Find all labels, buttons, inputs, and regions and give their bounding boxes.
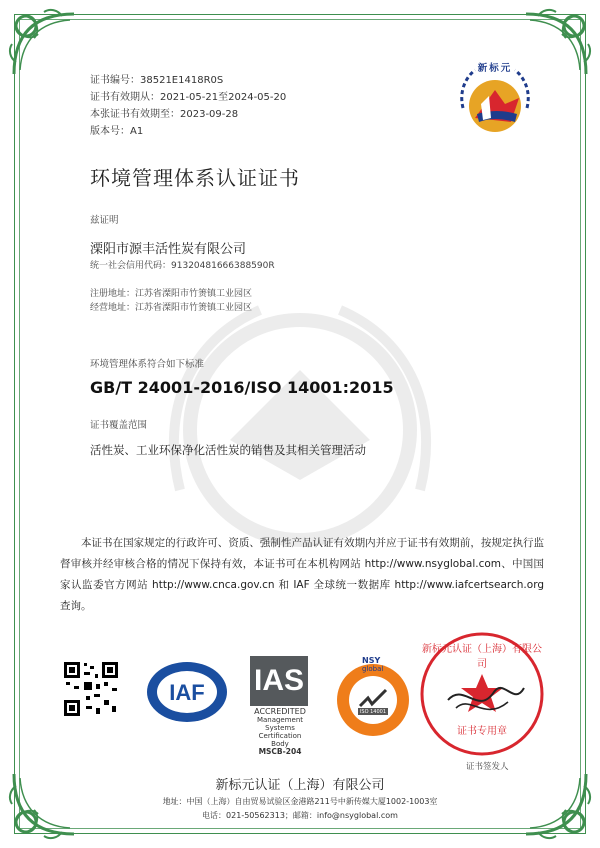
iaf-logo: [146, 660, 228, 724]
ias-line2: Certification Body: [258, 732, 302, 748]
version-row: [90, 123, 286, 140]
validity-note: 本证书在国家规定的行政许可、资质、强制性产品认证有效期内并应于证书有效期前，按规定执行监督审核并经审核合格的情况下保持有效，本证书可在本机构网站 http://www.nsyglobal.com、中国国家认监委官方网站 http://www.cnca.gov.cn 和 IAF 全球统一数据库 http://www.iafcertsearch.org 查询。: [60, 537, 544, 612]
nsy-brand: NSY: [362, 656, 381, 665]
ias-accredited: ACCREDITED: [254, 707, 306, 716]
footer-contact: 电话：021-50562313；邮箱：info@nsyglobal.com: [202, 811, 398, 820]
iaf-mark: IAF: [169, 680, 205, 705]
credit-code: 91320481666388590R: [171, 261, 275, 271]
standard-label: 环境管理体系符合如下标准: [90, 359, 205, 370]
company-name: 溧阳市源丰活性炭有限公司: [90, 242, 247, 257]
certify-label: 兹证明: [90, 215, 119, 226]
standard-number: GB/T 24001-2016/ISO 14001:2015: [90, 378, 394, 397]
official-seal-icon: [418, 630, 546, 758]
credit-code-label: 统一社会信用代码：: [90, 261, 172, 271]
certificate-title: 环境管理体系认证证书: [90, 166, 300, 190]
cert-number: 38521E1418R0S: [140, 75, 224, 86]
scope-text: 活性炭、工业环保净化活性炭的销售及其相关管理活动: [90, 443, 366, 457]
seal-bottom-text: 证书专用章: [457, 726, 507, 737]
validity-range: 2021-05-21至2024-05-20: [160, 92, 287, 103]
corner-ornament-icon: [4, 4, 84, 84]
nsy-sub: global: [362, 665, 384, 673]
this-validity-row: [90, 106, 286, 123]
ias-code: MSCB-204: [258, 747, 302, 756]
nsy-logo: [445, 48, 545, 146]
qr-code-icon: [62, 660, 120, 718]
footer-address: 地址：中国（上海）自由贸易试验区金港路211号中新传媒大厦1002-1003室: [162, 797, 438, 806]
issuing-organization: 新标元认证（上海）有限公司: [215, 778, 385, 793]
ias-logo: [250, 656, 310, 756]
this-validity-date: 2023-09-28: [180, 109, 239, 120]
cert-number-row: [90, 72, 286, 89]
seal-ring-text: 新标元认证（上海）有限公司: [422, 644, 542, 670]
nsy-iso: ISO 14001: [359, 709, 387, 715]
cert-number-label: 证书编号：: [90, 75, 140, 86]
signatory-label: 证书签发人: [466, 762, 509, 772]
nsy-certification-mark: [332, 656, 414, 738]
this-validity-label: 本张证书有效期至：: [90, 109, 180, 120]
registered-address: 注册地址：江苏省溧阳市竹箦镇工业园区: [90, 289, 253, 299]
validity-label: 证书有效期从：: [90, 92, 160, 103]
certificate-meta: [90, 72, 286, 140]
scope-label: 证书覆盖范围: [90, 420, 148, 431]
version-number: A1: [130, 126, 144, 137]
logo-text: 新标元: [477, 63, 513, 74]
version-label: 版本号：: [90, 126, 130, 137]
ias-mark: IAS: [250, 656, 308, 706]
ias-line1: Management Systems: [256, 716, 304, 732]
operating-address: 经营地址：江苏省溧阳市竹箦镇工业园区: [90, 303, 253, 313]
credit-code-row: [90, 258, 275, 271]
validity-row: [90, 89, 286, 106]
